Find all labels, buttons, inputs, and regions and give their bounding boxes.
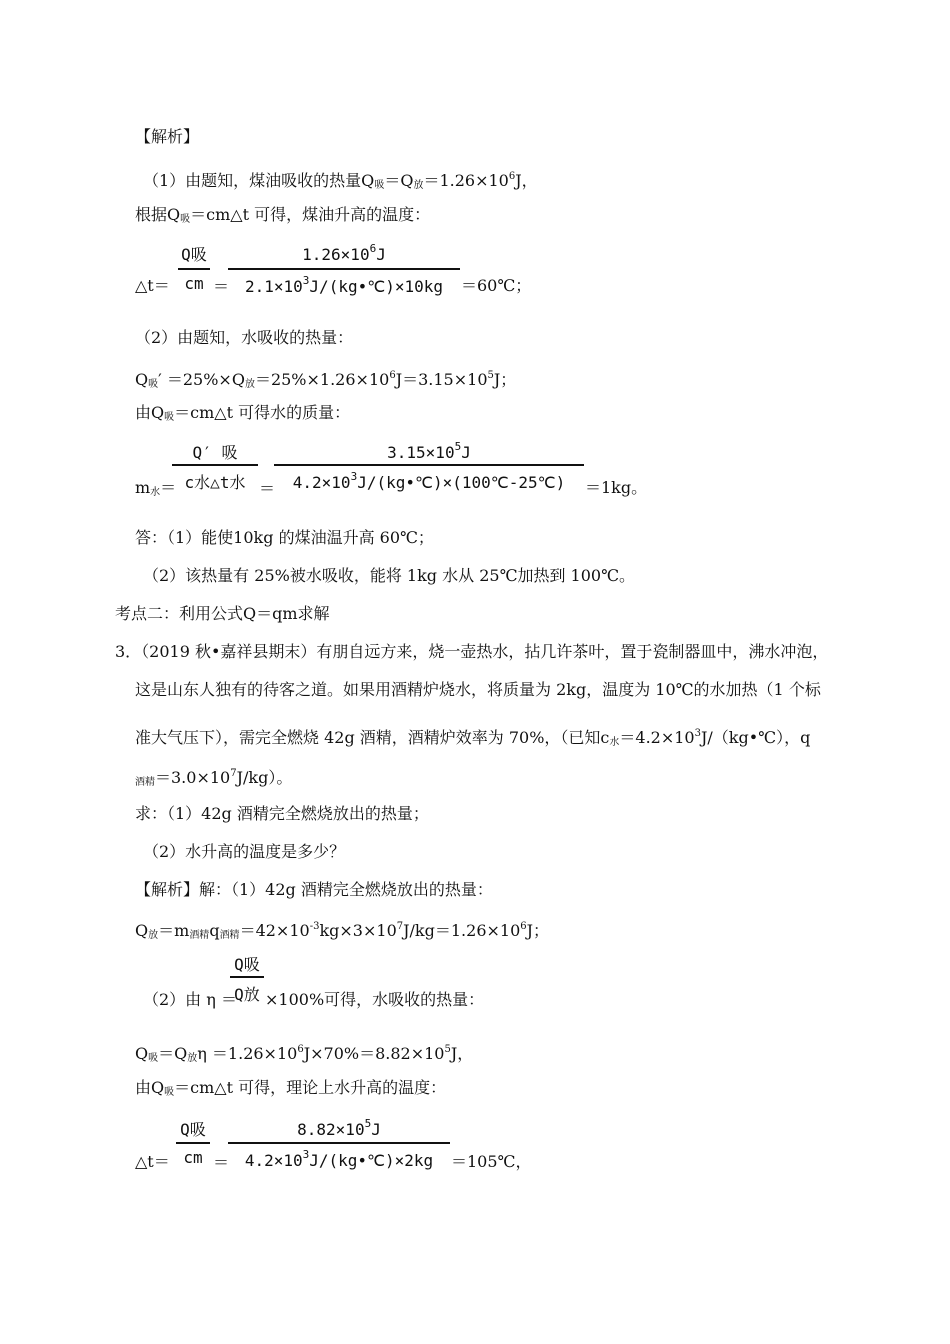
formula-suffix: ×100%可得，水吸收的热量： [265, 990, 485, 1009]
solution-line-5 [135, 403, 350, 428]
fraction-denominator [274, 470, 584, 492]
solution-3-line-4 [135, 1078, 446, 1103]
text: J， [515, 171, 538, 190]
superscript: 5 [364, 1117, 372, 1130]
solution-line-4 [135, 366, 516, 395]
text: Q [135, 1044, 149, 1063]
text: q [209, 921, 220, 940]
fraction-bar [228, 1142, 450, 1144]
text: ＝Q [384, 171, 414, 190]
fraction-bar [172, 464, 258, 466]
text: 1.26×10 [302, 245, 370, 264]
superscript: -3 [309, 921, 320, 932]
text: Q [135, 370, 149, 389]
text: J； [493, 370, 517, 389]
fraction-bar [176, 1142, 210, 1144]
subscript: 吸 [180, 214, 191, 225]
fraction-denominator: Q放 [234, 985, 260, 1004]
fraction-bar [274, 464, 584, 466]
topic-heading: 考点二：利用公式Q＝qm求解 [115, 604, 330, 623]
subscript: 吸 [164, 412, 175, 423]
subscript: 酒精 [219, 930, 240, 941]
text: ＝ [160, 478, 177, 497]
subscript: 吸 [164, 1087, 175, 1098]
solution-3-line-2 [135, 917, 549, 946]
fraction-numerator: Q吸 [181, 245, 207, 264]
fraction-denominator [228, 1148, 450, 1170]
text: ＝Q [158, 1044, 188, 1063]
subscript: 水 [150, 487, 161, 498]
superscript: 3 [302, 1148, 310, 1161]
formula-result: ＝1kg。 [585, 478, 648, 497]
text: ＝25%×1.26×10 [254, 370, 390, 389]
question-3-line-2: 这是山东人独有的待客之道。如果用酒精炉烧水，将质量为 2kg，温度为 10℃的水加热（1 个标 [135, 680, 821, 699]
text: J/kg）。 [236, 768, 293, 787]
text: 2.1×10 [245, 277, 303, 296]
subscript: 放 [148, 930, 159, 941]
superscript: 5 [454, 440, 462, 453]
fraction-denominator: c水△t水 [184, 473, 246, 492]
equals-sign: ＝ [259, 479, 276, 498]
text: J， [450, 1044, 474, 1063]
superscript: 6 [508, 171, 516, 182]
fraction-denominator: cm [184, 274, 204, 293]
text: 由Q [135, 1078, 165, 1097]
superscript: 7 [396, 921, 404, 932]
formula-prefix: （2）由 η ＝ [143, 990, 237, 1009]
text: η ＝1.26×10 [197, 1044, 298, 1063]
subscript: 放 [244, 379, 255, 390]
text: J/(kg•℃)×10kg [309, 277, 443, 296]
fraction-numerator: Q′ 吸 [192, 443, 238, 462]
text: J＝3.15×10 [395, 370, 488, 389]
text: J/（kg•℃），q [700, 728, 811, 747]
subscript: 吸 [374, 180, 385, 191]
solution-line-2 [135, 205, 430, 230]
solution-3-line-1: 【解析】解：（1）42g 酒精完全燃烧放出的热量： [135, 880, 493, 899]
superscript: 6 [520, 921, 527, 932]
text: Q [135, 921, 149, 940]
subscript: 酒精 [135, 777, 155, 788]
text: 准大气压下），需完全燃烧 42g 酒精，酒精炉效率为 70%，（已知c [135, 728, 610, 747]
formula-lhs: △t＝ [135, 276, 170, 295]
subscript: 吸 [148, 379, 159, 390]
text: J/kg＝1.26×10 [403, 921, 521, 940]
text: 根据Q [135, 205, 181, 224]
text: J/(kg•℃)×2kg [309, 1151, 434, 1170]
superscript: 6 [389, 370, 396, 381]
fraction-numerator [274, 440, 584, 462]
text: J [371, 1120, 381, 1139]
equals-sign: ＝ [213, 1153, 230, 1172]
text: 8.82×10 [297, 1120, 365, 1139]
fraction-bar [228, 268, 460, 270]
subscript: 水 [609, 737, 620, 748]
text: ′ ＝25%×Q [158, 370, 245, 389]
text: 由Q [135, 403, 165, 422]
question-3-line-4 [135, 764, 292, 793]
text: ＝1.26×10 [423, 171, 509, 190]
solution-line-1 [143, 167, 538, 196]
text: ＝cm△t 可得水的质量： [174, 403, 351, 422]
formula-result: ＝60℃； [461, 276, 532, 295]
equals-sign: ＝ [213, 277, 230, 296]
text: J； [526, 921, 550, 940]
text: ＝cm△t 可得，煤油升高的温度： [190, 205, 431, 224]
text: 4.2×10 [244, 1151, 303, 1170]
text: 3.15×10 [387, 443, 455, 462]
solution-3-line-3 [135, 1040, 473, 1069]
text: ＝m [158, 921, 190, 940]
fraction-denominator: cm [183, 1148, 203, 1167]
text: ＝3.0×10 [155, 768, 231, 787]
superscript: 3 [694, 728, 701, 739]
fraction-bar [178, 268, 210, 270]
fraction-bar [230, 976, 264, 978]
question-3-ask-2: （2）水升高的温度是多少？ [143, 842, 346, 861]
formula-lhs: △t＝ [135, 1152, 170, 1171]
text: ＝4.2×10 [619, 728, 695, 747]
text: 4.2×10 [292, 473, 351, 492]
superscript: 6 [297, 1044, 304, 1055]
text: （1）由题知，煤油吸收的热量Q [143, 171, 375, 190]
formula-lhs [135, 478, 176, 503]
text: J [461, 443, 471, 462]
answer-line-1: 答：（1）能使10kg 的煤油温升高 60℃； [135, 528, 434, 547]
superscript: 6 [369, 242, 377, 255]
subscript: 酒精 [189, 930, 210, 941]
text: J [376, 245, 386, 264]
superscript: 5 [487, 370, 494, 381]
fraction-denominator [228, 274, 460, 296]
text: J×70%＝8.82×10 [303, 1044, 445, 1063]
subscript: 吸 [148, 1053, 159, 1064]
superscript: 7 [230, 768, 237, 779]
fraction-numerator: Q吸 [234, 955, 260, 974]
superscript: 3 [350, 470, 358, 483]
fraction-numerator [228, 1117, 450, 1139]
text: ＝cm△t 可得，理论上水升高的温度： [174, 1078, 447, 1097]
text: J/(kg•℃)×(100℃-25℃) [357, 473, 566, 492]
text: m [135, 478, 151, 497]
fraction-numerator [228, 242, 460, 264]
text: ＝42×10 [239, 921, 310, 940]
formula-result: ＝105℃， [451, 1152, 532, 1171]
subscript: 放 [413, 180, 424, 191]
solution-line-3: （2）由题知，水吸收的热量： [135, 328, 354, 347]
question-3-line-1: 3．（2019 秋•嘉祥县期末）有朋自远方来，烧一壶热水，拈几许茶叶，置于瓷制器皿中，沸水冲泡， [115, 642, 829, 661]
question-3-ask-1: 求：（1）42g 酒精完全燃烧放出的热量； [135, 804, 429, 823]
question-3-line-3 [135, 724, 810, 753]
text: kg×3×10 [319, 921, 397, 940]
subscript: 放 [187, 1053, 198, 1064]
superscript: 3 [302, 274, 310, 287]
superscript: 5 [444, 1044, 451, 1055]
answer-line-2: （2）该热量有 25%被水吸收，能将 1kg 水从 25℃加热到 100℃。 [143, 566, 635, 585]
section-heading: 【解析】 [135, 127, 200, 146]
fraction-numerator: Q吸 [180, 1120, 206, 1139]
